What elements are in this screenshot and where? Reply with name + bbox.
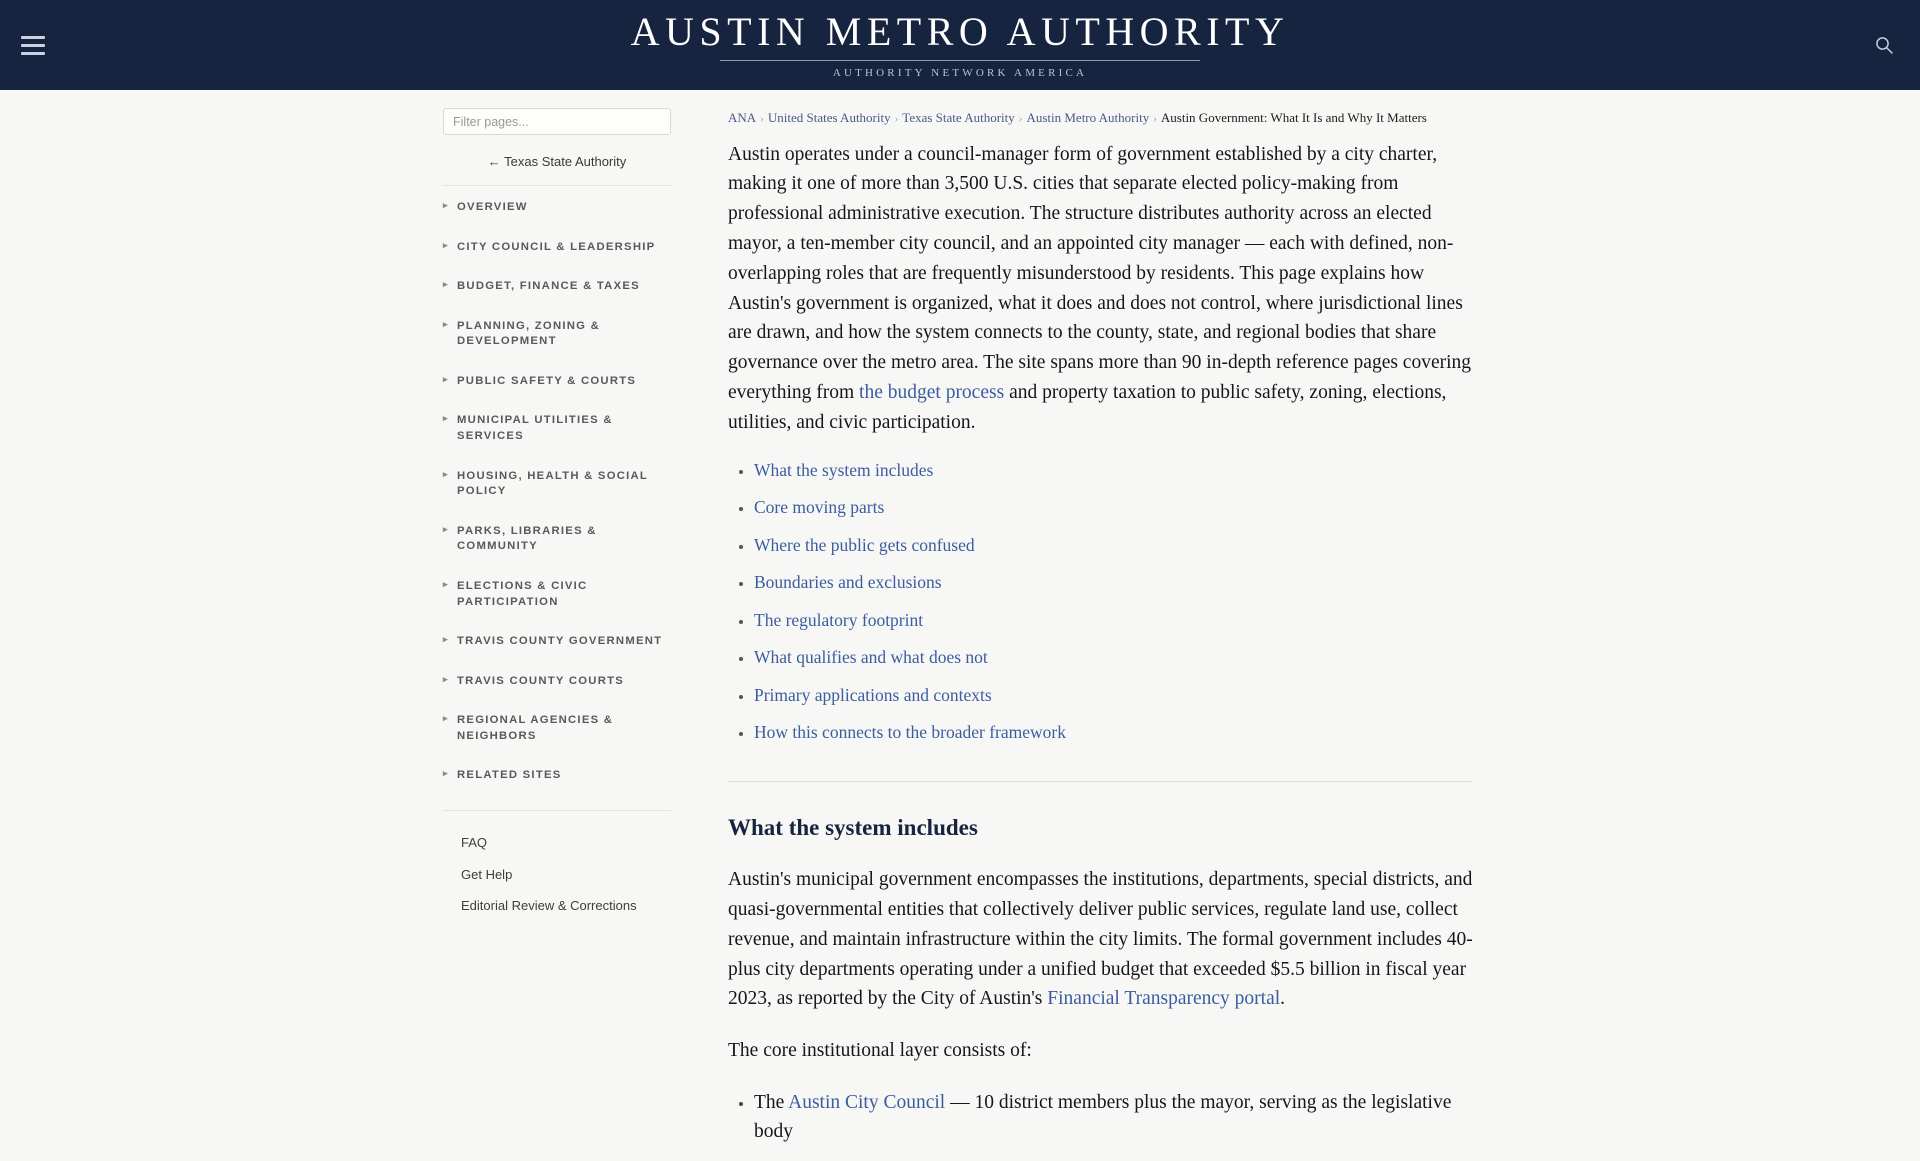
breadcrumb-separator: › <box>1018 113 1023 125</box>
breadcrumb-separator: › <box>894 113 899 125</box>
toc-link-what-qualifies-and-what-does-not[interactable]: What qualifies and what does not <box>754 647 988 668</box>
sidebar-footer <box>443 810 671 922</box>
chevron-right-icon: ▸ <box>443 239 448 250</box>
toc-link-the-regulatory-footprint[interactable]: The regulatory footprint <box>754 609 924 630</box>
sidebar-item-label: REGIONAL AGENCIES & NEIGHBORS <box>457 714 614 742</box>
breadcrumb-separator: › <box>760 113 764 125</box>
table-of-contents <box>728 460 1473 744</box>
sidebar-item-label: TRAVIS COUNTY GOVERNMENT <box>457 635 663 648</box>
back-to-parent-link[interactable]: ← Texas State Authority <box>443 135 671 186</box>
sidebar-item-elections-civic-participation[interactable] <box>443 567 671 622</box>
sidebar-item-label: PLANNING, ZONING & DEVELOPMENT <box>457 319 600 348</box>
sidebar-item-label: ELECTIONS & CIVIC PARTICIPATION <box>457 579 588 608</box>
toc-link-how-this-connects-to-the-broader-framework[interactable]: How this connects to the broader framework <box>754 722 1066 743</box>
chevron-right-icon: ▸ <box>443 523 448 534</box>
breadcrumb-item-ana[interactable]: ANA <box>728 110 757 125</box>
toc-link-core-moving-parts[interactable]: Core moving parts <box>754 497 885 518</box>
sidebar-item-label: MUNICIPAL UTILITIES & SERVICES <box>457 414 613 443</box>
toc-list-item <box>754 460 1473 481</box>
sidebar-link-faq[interactable]: FAQ <box>461 834 488 850</box>
toc-list-item <box>754 722 1473 743</box>
filter-pages-input[interactable] <box>443 108 671 135</box>
sidebar-item-public-safety-courts[interactable] <box>443 362 671 402</box>
brand-divider <box>720 60 1200 61</box>
sidebar-item-label: CITY COUNCIL & LEADERSHIP <box>457 240 656 253</box>
austin-city-council-link[interactable]: Austin City Council <box>788 1092 946 1113</box>
toc-list-item <box>754 572 1473 593</box>
chevron-right-icon: ▸ <box>443 200 448 210</box>
toc-list-item <box>754 685 1473 706</box>
sidebar-item-label: HOUSING, HEALTH & SOCIAL POLICY <box>457 469 648 498</box>
hamburger-bar <box>21 36 45 39</box>
sidebar-item-housing-health-social-policy[interactable] <box>443 457 671 512</box>
chevron-right-icon: ▸ <box>443 373 448 384</box>
chevron-right-icon: ▸ <box>443 768 448 779</box>
sidebar-item-label: RELATED SITES <box>457 769 562 782</box>
page-layout <box>0 90 1920 1161</box>
hamburger-menu-icon[interactable] <box>16 28 50 62</box>
sidebar-item-label: TRAVIS COUNTY COURTS <box>457 674 625 687</box>
intro-paragraph <box>728 140 1473 438</box>
section1-p1-part1: Austin's municipal government encompasses the institutions, departments, special districts, and quasi-governmental entities that collectively deliver public services, regulate land use, collect revenue, and maintain infrastructure within the city limits. The formal government includes 40-plus city departments operating under a unified budget that exceeded $5.5 billion in fiscal year 2023, as reported by the City of Austin's <box>728 869 1473 1010</box>
breadcrumb-item-texas-state-authority[interactable]: Texas State Authority <box>902 110 1015 125</box>
breadcrumb <box>728 108 1473 128</box>
sidebar-item-municipal-utilities-services[interactable] <box>443 401 671 456</box>
list-item <box>754 1088 1473 1147</box>
chevron-right-icon: ▸ <box>443 468 448 479</box>
hamburger-bar <box>21 52 45 55</box>
sidebar-item-travis-county-courts[interactable] <box>443 662 671 702</box>
sidebar-nav-list <box>443 188 671 796</box>
sidebar-item-budget-finance-taxes[interactable] <box>443 267 671 307</box>
sidebar-link-editorial-review[interactable]: Editorial Review & Corrections <box>461 898 637 914</box>
hamburger-bar <box>21 44 45 47</box>
chevron-right-icon: ▸ <box>443 318 448 329</box>
toc-list-item <box>754 497 1473 518</box>
financial-transparency-portal-link[interactable]: Financial Transparency portal <box>1047 988 1281 1010</box>
chevron-right-icon: ▸ <box>443 673 448 684</box>
sidebar-item-label: BUDGET, FINANCE & TAXES <box>457 280 640 293</box>
main-content <box>728 90 1473 1161</box>
site-subtitle: AUTHORITY NETWORK AMERICA <box>832 66 1088 79</box>
site-brand[interactable] <box>630 8 1290 79</box>
toc-link-what-the-system-includes[interactable]: What the system includes <box>754 459 934 480</box>
sidebar-item-travis-county-government[interactable] <box>443 622 671 662</box>
toc-list-item <box>754 610 1473 631</box>
breadcrumb-item-united-states-authority[interactable]: United States Authority <box>767 110 891 125</box>
sidebar-item-related-sites[interactable] <box>443 756 671 796</box>
breadcrumb-separator: › <box>1153 113 1157 125</box>
section1-paragraph-2: The core institutional layer consists of: <box>728 1040 1032 1062</box>
breadcrumb-current-page: Austin Government: What It Is and Why It Matters <box>1160 110 1427 125</box>
toc-link-where-the-public-gets-confused[interactable]: Where the public gets confused <box>754 534 975 555</box>
list-item-suffix: — 10 district members plus the mayor, serving as the legislative body <box>754 1092 1452 1143</box>
chevron-right-icon: ▸ <box>443 578 448 589</box>
section-divider <box>728 781 1473 782</box>
section-heading-what-the-system-includes: What the system includes <box>728 815 978 841</box>
toc-list-item <box>754 535 1473 556</box>
chevron-right-icon: ▸ <box>443 634 448 645</box>
sidebar-item-planning-zoning-development[interactable] <box>443 307 671 362</box>
toc-link-primary-applications-and-contexts[interactable]: Primary applications and contexts <box>754 684 992 705</box>
site-header <box>0 0 1920 90</box>
toc-list-item <box>754 647 1473 668</box>
list-item-prefix: The <box>754 1092 789 1113</box>
search-icon[interactable] <box>1868 29 1900 61</box>
site-title: AUSTIN METRO AUTHORITY <box>630 8 1290 54</box>
toc-link-boundaries-and-exclusions[interactable]: Boundaries and exclusions <box>754 572 942 593</box>
chevron-right-icon: ▸ <box>443 279 448 290</box>
sidebar-item-city-council-leadership[interactable] <box>443 228 671 268</box>
sidebar-item-overview[interactable] <box>443 188 671 228</box>
chevron-right-icon: ▸ <box>443 713 448 724</box>
intro-text-part1: Austin operates under a council-manager form of government established by a city charter, making it one of more than 3,500 U.S. cities that separate elected policy-making from professional administrative execution. The structure distributes authority across an elected mayor, a ten-member city council, and an appointed city manager — each with defined, non-overlapping roles that are frequently misunderstood by residents. This page explains how Austin's government is organized, what it does and does not control, where jurisdictional lines are drawn, and how the system connects to the county, state, and regional bodies that share governance over the metro area. The site spans more than 90 in-depth reference pages covering everything from <box>728 143 1472 404</box>
breadcrumb-item-austin-metro-authority[interactable]: Austin Metro Authority <box>1026 110 1150 125</box>
intro-text-part2: and property taxation to public safety, zoning, elections, utilities, and civic participation. <box>728 382 1447 433</box>
sidebar-item-label: PUBLIC SAFETY & COURTS <box>457 374 637 387</box>
section1-paragraph-1 <box>728 865 1473 1014</box>
sidebar-item-parks-libraries-community[interactable] <box>443 512 671 567</box>
chevron-right-icon: ▸ <box>443 413 448 424</box>
sidebar <box>443 90 671 922</box>
budget-process-link[interactable]: the budget process <box>859 382 1005 404</box>
sidebar-link-get-help[interactable]: Get Help <box>461 866 513 882</box>
section1-p1-part2: . <box>1280 988 1286 1010</box>
core-institutional-list <box>728 1088 1473 1147</box>
sidebar-item-label: PARKS, LIBRARIES & COMMUNITY <box>457 524 597 553</box>
sidebar-item-label: OVERVIEW <box>457 201 528 213</box>
sidebar-item-regional-agencies-neighbors[interactable] <box>443 701 671 756</box>
